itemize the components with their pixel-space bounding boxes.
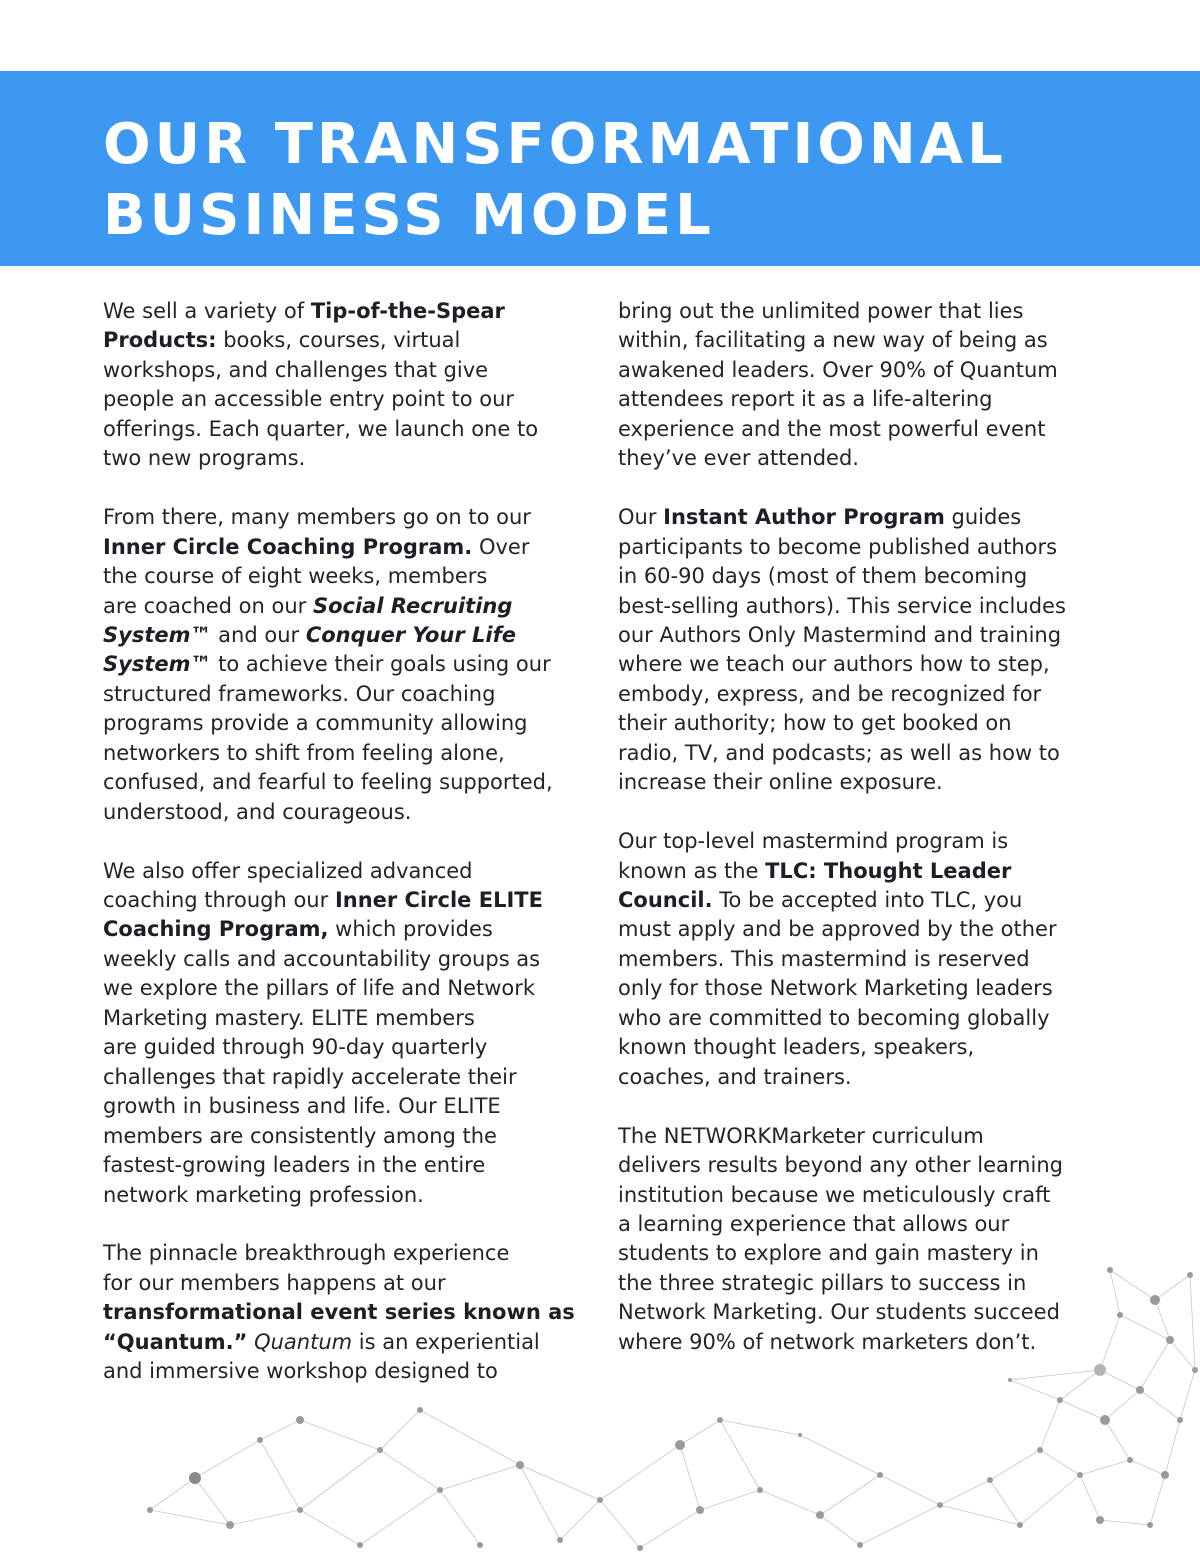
text-line: a learning experience that allows our [618, 1212, 1010, 1236]
text-run: Our [618, 505, 664, 530]
text-line: their authority; how to get booked on [618, 711, 1012, 736]
text-line: awakened leaders. Over 90% of Quantum [618, 357, 1058, 382]
bold-text: Inner Circle ELITE [334, 888, 543, 913]
text-line [103, 650, 593, 679]
paragraph-quantum-continued [618, 297, 1108, 474]
text-line: The pinnacle breakthrough experience [103, 1241, 510, 1266]
text-line: students to explore and gain mastery in [618, 1241, 1039, 1266]
text-line [618, 857, 1108, 886]
text-line: the course of eight weeks, members [103, 564, 488, 589]
bold-text: TLC: Thought Leader [765, 858, 1012, 883]
text-line [103, 915, 593, 944]
bold-text: Instant Author Program [663, 505, 945, 530]
bold-italic-text: System™ [103, 622, 212, 647]
text-run: To be accepted into TLC, you [712, 888, 1023, 913]
paragraph-tlc [618, 827, 1108, 1092]
text-line [618, 886, 1108, 915]
text-line: embody, express, and be recognized for [618, 681, 1042, 706]
text-line: within, facilitating a new way of being as [618, 328, 1048, 353]
text-line [103, 297, 593, 326]
text-line: attendees report it as a life-altering [618, 387, 993, 412]
text-line: The NETWORKMarketer curriculum [618, 1123, 984, 1148]
text-line: We also offer specialized advanced [103, 858, 473, 883]
text-line: increase their online exposure. [618, 770, 943, 795]
text-line: members. This mastermind is reserved [618, 946, 1030, 971]
paragraph-quantum [103, 1239, 593, 1386]
bold-italic-text: Conquer Your Life [305, 622, 516, 647]
text-line: our Authors Only Mastermind and training [618, 622, 1062, 647]
bold-text: Coaching Program, [103, 917, 329, 942]
text-line: experience and the most powerful event [618, 416, 1046, 441]
text-line [103, 1328, 593, 1357]
bold-text: Inner Circle Coaching Program. [103, 534, 473, 559]
text-line: network marketing profession. [103, 1182, 424, 1207]
text-line: Our top-level mastermind program is [618, 829, 1009, 854]
bold-italic-text: Social Recruiting [312, 593, 513, 618]
text-line: challenges that rapidly accelerate their [103, 1064, 517, 1089]
text-line: institution because we meticulously craft [618, 1182, 1051, 1207]
text-line: best-selling authors). This service includes [618, 593, 1066, 618]
text-line: are guided through 90-day quarterly [103, 1035, 488, 1060]
text-line: networkers to shift from feeling alone, [103, 740, 505, 765]
text-run: We sell a variety of [103, 299, 311, 323]
text-line: two new programs. [103, 446, 306, 471]
text-line: known thought leaders, speakers, [618, 1035, 975, 1060]
bold-text: “Quantum.” [103, 1329, 248, 1354]
text-line [103, 621, 593, 650]
text-run: to achieve their goals using our [211, 652, 551, 677]
text-line: From there, many members go on to our [103, 505, 531, 530]
paragraph-curriculum [618, 1122, 1108, 1358]
text-line: fastest-growing leaders in the entire [103, 1153, 486, 1178]
text-line: participants to become published authors [618, 534, 1058, 559]
text-line: workshops, and challenges that give [103, 357, 489, 382]
text-line [103, 886, 593, 915]
text-line: only for those Network Marketing leaders [618, 976, 1053, 1001]
text-line [103, 592, 593, 621]
bold-text: transformational event series known as [103, 1300, 575, 1325]
left-column [103, 297, 593, 1416]
text-line: where we teach our authors how to step, [618, 652, 1050, 677]
title-line-1: OUR TRANSFORMATIONAL [103, 112, 1007, 177]
italic-text: Quantum [254, 1329, 353, 1354]
text-line: structured frameworks. Our coaching [103, 681, 496, 706]
paragraph-elite [103, 857, 593, 1210]
text-line: for our members happens at our [103, 1270, 446, 1295]
text-line: and immersive workshop designed to [103, 1359, 498, 1384]
bold-italic-text: System™ [103, 652, 212, 677]
paragraph-tip-of-the-spear [103, 297, 593, 474]
text-run: guides [944, 505, 1022, 530]
text-line [103, 533, 593, 562]
text-line: members are consistently among the [103, 1123, 497, 1148]
text-line: coaches, and trainers. [618, 1064, 852, 1089]
text-line [618, 503, 1108, 532]
text-line: Marketing mastery. ELITE members [103, 1005, 475, 1030]
text-run: are coached on our [103, 593, 313, 618]
text-line: they’ve ever attended. [618, 446, 859, 471]
text-line: weekly calls and accountability groups as [103, 946, 541, 971]
text-line [103, 1298, 593, 1327]
text-run: coaching through our [103, 888, 335, 913]
text-line: the three strategic pillars to success in [618, 1270, 1027, 1295]
text-line: offerings. Each quarter, we launch one to [103, 416, 539, 441]
text-line: delivers results beyond any other learning [618, 1153, 1063, 1178]
title-banner [0, 71, 1200, 266]
text-line: bring out the unlimited power that lies [618, 299, 1024, 323]
bold-text: Council. [618, 888, 713, 913]
text-line: in 60-90 days (most of them becoming [618, 564, 1028, 589]
text-line: where 90% of network marketers don’t. [618, 1329, 1037, 1354]
text-run: and our [211, 622, 306, 647]
title-line-2: BUSINESS MODEL [103, 183, 715, 248]
text-run: is an experiential [352, 1329, 540, 1354]
text-line [103, 326, 593, 355]
text-line: people an accessible entry point to our [103, 387, 515, 412]
text-line: understood, and courageous. [103, 799, 412, 824]
text-line: growth in business and life. Our ELITE [103, 1094, 501, 1119]
text-run: books, courses, virtual [216, 328, 461, 353]
text-line: confused, and fearful to feeling supported, [103, 770, 553, 795]
bold-text: Products: [103, 328, 217, 353]
right-column [618, 297, 1108, 1387]
text-line: radio, TV, and podcasts; as well as how to [618, 740, 1060, 765]
text-run: Over [472, 534, 530, 559]
page-title [103, 109, 1007, 251]
text-run: which provides [328, 917, 493, 942]
text-line: we explore the pillars of life and Network [103, 976, 536, 1001]
paragraph-inner-circle [103, 503, 593, 827]
text-line: Network Marketing. Our students succeed [618, 1300, 1060, 1325]
text-line: programs provide a community allowing [103, 711, 528, 736]
text-line: who are committed to becoming globally [618, 1005, 1050, 1030]
bold-text: Tip-of-the-Spear [310, 299, 505, 323]
text-line: must apply and be approved by the other [618, 917, 1057, 942]
paragraph-instant-author [618, 503, 1108, 798]
text-run: known as the [618, 858, 766, 883]
